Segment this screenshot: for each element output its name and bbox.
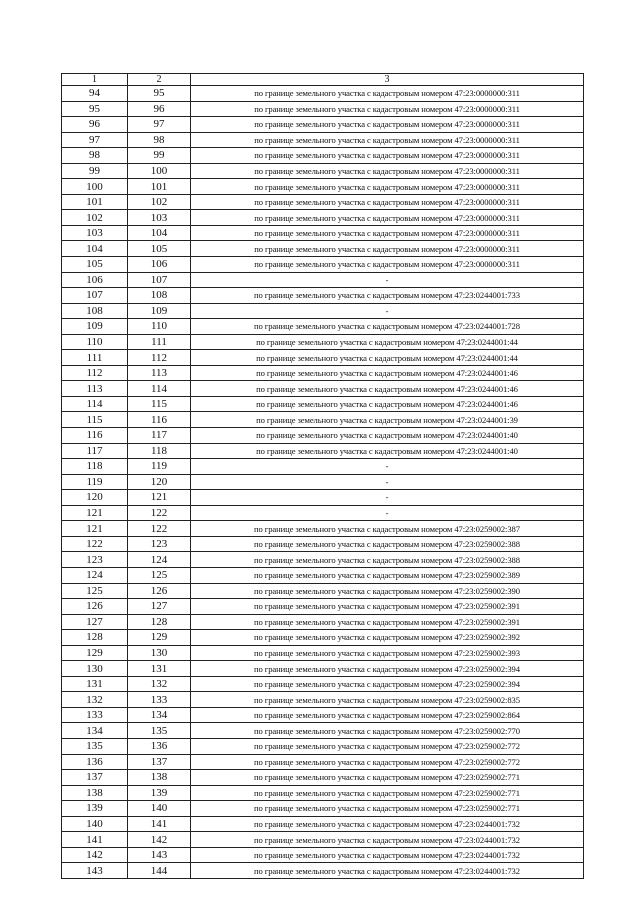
table-row xyxy=(62,630,584,646)
boundary-description-cell: - xyxy=(191,459,584,475)
boundary-description-cell: по границе земельного участка с кадастровым номером 47:23:0259002:391 xyxy=(191,614,584,630)
boundary-description-cell: по границе земельного участка с кадастровым номером 47:23:0000000:311 xyxy=(191,210,584,226)
boundary-description-cell: по границе земельного участка с кадастровым номером 47:23:0000000:311 xyxy=(191,194,584,210)
table-row xyxy=(62,863,584,879)
point-from-cell: 126 xyxy=(62,599,128,615)
boundary-description-cell: по границе земельного участка с кадастровым номером 47:23:0244001:46 xyxy=(191,396,584,412)
column-header-2: 2 xyxy=(128,74,191,86)
point-from-cell: 121 xyxy=(62,505,128,521)
point-to-cell: 114 xyxy=(128,381,191,397)
point-to-cell: 127 xyxy=(128,599,191,615)
boundary-description-cell: по границе земельного участка с кадастровым номером 47:23:0259002:394 xyxy=(191,676,584,692)
point-from-cell: 115 xyxy=(62,412,128,428)
table-row xyxy=(62,163,584,179)
table-row xyxy=(62,257,584,273)
point-from-cell: 132 xyxy=(62,692,128,708)
point-from-cell: 127 xyxy=(62,614,128,630)
boundary-description-cell: - xyxy=(191,303,584,319)
boundary-description-cell: по границе земельного участка с кадастровым номером 47:23:0259002:771 xyxy=(191,770,584,786)
boundary-description-cell: по границе земельного участка с кадастровым номером 47:23:0259002:392 xyxy=(191,630,584,646)
table-row xyxy=(62,303,584,319)
point-from-cell: 122 xyxy=(62,536,128,552)
point-to-cell: 129 xyxy=(128,630,191,646)
point-to-cell: 106 xyxy=(128,257,191,273)
point-to-cell: 141 xyxy=(128,816,191,832)
point-from-cell: 111 xyxy=(62,350,128,366)
boundary-description-cell: - xyxy=(191,490,584,506)
point-to-cell: 134 xyxy=(128,707,191,723)
point-from-cell: 101 xyxy=(62,194,128,210)
point-to-cell: 108 xyxy=(128,288,191,304)
point-to-cell: 99 xyxy=(128,148,191,164)
table-row xyxy=(62,583,584,599)
point-to-cell: 136 xyxy=(128,738,191,754)
point-from-cell: 125 xyxy=(62,583,128,599)
boundary-description-cell: по границе земельного участка с кадастровым номером 47:23:0244001:728 xyxy=(191,319,584,335)
boundary-description-cell: по границе земельного участка с кадастровым номером 47:23:0244001:46 xyxy=(191,381,584,397)
point-from-cell: 94 xyxy=(62,86,128,102)
table-row xyxy=(62,770,584,786)
point-from-cell: 102 xyxy=(62,210,128,226)
boundary-description-cell: по границе земельного участка с кадастровым номером 47:23:0244001:46 xyxy=(191,365,584,381)
table-row xyxy=(62,832,584,848)
boundary-description-cell: по границе земельного участка с кадастровым номером 47:23:0259002:771 xyxy=(191,785,584,801)
boundary-description-cell: по границе земельного участка с кадастровым номером 47:23:0244001:40 xyxy=(191,443,584,459)
boundary-description-cell: по границе земельного участка с кадастровым номером 47:23:0244001:733 xyxy=(191,288,584,304)
point-to-cell: 113 xyxy=(128,365,191,381)
point-to-cell: 122 xyxy=(128,521,191,537)
boundary-description-cell: по границе земельного участка с кадастровым номером 47:23:0244001:39 xyxy=(191,412,584,428)
point-to-cell: 109 xyxy=(128,303,191,319)
point-from-cell: 104 xyxy=(62,241,128,257)
point-to-cell: 142 xyxy=(128,832,191,848)
point-from-cell: 128 xyxy=(62,630,128,646)
table-row xyxy=(62,474,584,490)
boundary-table xyxy=(61,73,584,879)
point-to-cell: 140 xyxy=(128,801,191,817)
point-to-cell: 95 xyxy=(128,86,191,102)
table-row xyxy=(62,225,584,241)
point-to-cell: 100 xyxy=(128,163,191,179)
point-to-cell: 117 xyxy=(128,428,191,444)
point-from-cell: 107 xyxy=(62,288,128,304)
boundary-description-cell: по границе земельного участка с кадастровым номером 47:23:0244001:40 xyxy=(191,428,584,444)
column-header-3: 3 xyxy=(191,74,584,86)
point-from-cell: 103 xyxy=(62,225,128,241)
point-from-cell: 106 xyxy=(62,272,128,288)
table-row xyxy=(62,381,584,397)
table-row xyxy=(62,738,584,754)
point-from-cell: 143 xyxy=(62,863,128,879)
point-to-cell: 119 xyxy=(128,459,191,475)
boundary-description-cell: по границе земельного участка с кадастровым номером 47:23:0244001:732 xyxy=(191,847,584,863)
table-row xyxy=(62,707,584,723)
table-row xyxy=(62,521,584,537)
point-from-cell: 129 xyxy=(62,645,128,661)
boundary-description-cell: по границе земельного участка с кадастровым номером 47:23:0259002:393 xyxy=(191,645,584,661)
point-to-cell: 135 xyxy=(128,723,191,739)
table-row xyxy=(62,676,584,692)
table-row xyxy=(62,645,584,661)
boundary-description-cell: по границе земельного участка с кадастровым номером 47:23:0259002:391 xyxy=(191,599,584,615)
point-from-cell: 142 xyxy=(62,847,128,863)
point-to-cell: 128 xyxy=(128,614,191,630)
boundary-description-cell: по границе земельного участка с кадастровым номером 47:23:0000000:311 xyxy=(191,148,584,164)
point-to-cell: 118 xyxy=(128,443,191,459)
boundary-description-cell: по границе земельного участка с кадастровым номером 47:23:0000000:311 xyxy=(191,179,584,195)
point-to-cell: 132 xyxy=(128,676,191,692)
table-row xyxy=(62,365,584,381)
point-from-cell: 139 xyxy=(62,801,128,817)
boundary-description-cell: по границе земельного участка с кадастровым номером 47:23:0259002:389 xyxy=(191,567,584,583)
boundary-description-cell: по границе земельного участка с кадастровым номером 47:23:0259002:388 xyxy=(191,552,584,568)
point-from-cell: 141 xyxy=(62,832,128,848)
point-to-cell: 124 xyxy=(128,552,191,568)
boundary-description-cell: - xyxy=(191,272,584,288)
point-to-cell: 144 xyxy=(128,863,191,879)
table-row xyxy=(62,459,584,475)
boundary-description-cell: по границе земельного участка с кадастровым номером 47:23:0244001:732 xyxy=(191,816,584,832)
point-from-cell: 118 xyxy=(62,459,128,475)
point-from-cell: 113 xyxy=(62,381,128,397)
point-to-cell: 123 xyxy=(128,536,191,552)
boundary-description-cell: по границе земельного участка с кадастровым номером 47:23:0000000:311 xyxy=(191,257,584,273)
boundary-description-cell: по границе земельного участка с кадастровым номером 47:23:0259002:772 xyxy=(191,738,584,754)
point-to-cell: 96 xyxy=(128,101,191,117)
point-from-cell: 130 xyxy=(62,661,128,677)
point-to-cell: 103 xyxy=(128,210,191,226)
point-from-cell: 123 xyxy=(62,552,128,568)
point-from-cell: 108 xyxy=(62,303,128,319)
table-row xyxy=(62,148,584,164)
point-to-cell: 107 xyxy=(128,272,191,288)
point-to-cell: 143 xyxy=(128,847,191,863)
point-from-cell: 117 xyxy=(62,443,128,459)
point-from-cell: 138 xyxy=(62,785,128,801)
point-from-cell: 135 xyxy=(62,738,128,754)
boundary-description-cell: по границе земельного участка с кадастровым номером 47:23:0244001:732 xyxy=(191,832,584,848)
table-row xyxy=(62,505,584,521)
point-from-cell: 120 xyxy=(62,490,128,506)
boundary-description-cell: - xyxy=(191,505,584,521)
point-to-cell: 120 xyxy=(128,474,191,490)
boundary-description-cell: по границе земельного участка с кадастровым номером 47:23:0244001:44 xyxy=(191,334,584,350)
boundary-description-cell: по границе земельного участка с кадастровым номером 47:23:0000000:311 xyxy=(191,241,584,257)
point-to-cell: 112 xyxy=(128,350,191,366)
boundary-description-cell: по границе земельного участка с кадастровым номером 47:23:0259002:390 xyxy=(191,583,584,599)
point-from-cell: 140 xyxy=(62,816,128,832)
point-from-cell: 95 xyxy=(62,101,128,117)
point-to-cell: 115 xyxy=(128,396,191,412)
table-row xyxy=(62,396,584,412)
boundary-description-cell: по границе земельного участка с кадастровым номером 47:23:0000000:311 xyxy=(191,225,584,241)
table-row xyxy=(62,179,584,195)
boundary-description-cell: по границе земельного участка с кадастровым номером 47:23:0259002:394 xyxy=(191,661,584,677)
boundary-description-cell: по границе земельного участка с кадастровым номером 47:23:0244001:732 xyxy=(191,863,584,879)
point-from-cell: 99 xyxy=(62,163,128,179)
point-to-cell: 104 xyxy=(128,225,191,241)
point-from-cell: 131 xyxy=(62,676,128,692)
point-from-cell: 136 xyxy=(62,754,128,770)
boundary-description-cell: по границе земельного участка с кадастровым номером 47:23:0000000:311 xyxy=(191,117,584,133)
table-row xyxy=(62,194,584,210)
point-to-cell: 105 xyxy=(128,241,191,257)
point-to-cell: 121 xyxy=(128,490,191,506)
point-from-cell: 114 xyxy=(62,396,128,412)
table-row xyxy=(62,412,584,428)
table-row xyxy=(62,350,584,366)
table-row xyxy=(62,847,584,863)
point-to-cell: 126 xyxy=(128,583,191,599)
table-row xyxy=(62,785,584,801)
table-row xyxy=(62,754,584,770)
table-row xyxy=(62,86,584,102)
point-from-cell: 112 xyxy=(62,365,128,381)
table-row xyxy=(62,599,584,615)
table-header-row xyxy=(62,74,584,86)
table-row xyxy=(62,536,584,552)
point-to-cell: 133 xyxy=(128,692,191,708)
point-to-cell: 137 xyxy=(128,754,191,770)
table-row xyxy=(62,723,584,739)
point-to-cell: 102 xyxy=(128,194,191,210)
boundary-description-cell: по границе земельного участка с кадастровым номером 47:23:0259002:864 xyxy=(191,707,584,723)
point-from-cell: 109 xyxy=(62,319,128,335)
point-to-cell: 125 xyxy=(128,567,191,583)
column-header-1: 1 xyxy=(62,74,128,86)
table-row xyxy=(62,319,584,335)
point-from-cell: 98 xyxy=(62,148,128,164)
table-row xyxy=(62,490,584,506)
point-to-cell: 111 xyxy=(128,334,191,350)
point-from-cell: 97 xyxy=(62,132,128,148)
point-from-cell: 96 xyxy=(62,117,128,133)
boundary-description-cell: по границе земельного участка с кадастровым номером 47:23:0259002:770 xyxy=(191,723,584,739)
table-row xyxy=(62,614,584,630)
boundary-description-cell: по границе земельного участка с кадастровым номером 47:23:0000000:311 xyxy=(191,86,584,102)
point-from-cell: 110 xyxy=(62,334,128,350)
point-from-cell: 134 xyxy=(62,723,128,739)
point-to-cell: 130 xyxy=(128,645,191,661)
table-row xyxy=(62,692,584,708)
point-to-cell: 98 xyxy=(128,132,191,148)
boundary-description-cell: по границе земельного участка с кадастровым номером 47:23:0000000:311 xyxy=(191,101,584,117)
point-from-cell: 124 xyxy=(62,567,128,583)
point-from-cell: 105 xyxy=(62,257,128,273)
point-to-cell: 97 xyxy=(128,117,191,133)
boundary-description-cell: по границе земельного участка с кадастровым номером 47:23:0244001:44 xyxy=(191,350,584,366)
table-row xyxy=(62,288,584,304)
table-row xyxy=(62,661,584,677)
point-to-cell: 122 xyxy=(128,505,191,521)
boundary-description-cell: по границе земельного участка с кадастровым номером 47:23:0259002:771 xyxy=(191,801,584,817)
point-to-cell: 131 xyxy=(128,661,191,677)
table-row xyxy=(62,210,584,226)
table-row xyxy=(62,117,584,133)
table-row xyxy=(62,132,584,148)
boundary-description-cell: по границе земельного участка с кадастровым номером 47:23:0259002:772 xyxy=(191,754,584,770)
boundary-description-cell: - xyxy=(191,474,584,490)
point-to-cell: 138 xyxy=(128,770,191,786)
point-from-cell: 137 xyxy=(62,770,128,786)
point-from-cell: 116 xyxy=(62,428,128,444)
table-row xyxy=(62,567,584,583)
point-from-cell: 133 xyxy=(62,707,128,723)
boundary-description-cell: по границе земельного участка с кадастровым номером 47:23:0259002:387 xyxy=(191,521,584,537)
point-to-cell: 110 xyxy=(128,319,191,335)
table-row xyxy=(62,334,584,350)
table-row xyxy=(62,101,584,117)
boundary-description-cell: по границе земельного участка с кадастровым номером 47:23:0259002:388 xyxy=(191,536,584,552)
table-row xyxy=(62,552,584,568)
table-body xyxy=(62,86,584,879)
table-row xyxy=(62,272,584,288)
table-row xyxy=(62,816,584,832)
point-to-cell: 101 xyxy=(128,179,191,195)
boundary-description-cell: по границе земельного участка с кадастровым номером 47:23:0000000:311 xyxy=(191,132,584,148)
table-row xyxy=(62,428,584,444)
table-row xyxy=(62,443,584,459)
point-from-cell: 100 xyxy=(62,179,128,195)
table-row xyxy=(62,241,584,257)
boundary-description-cell: по границе земельного участка с кадастровым номером 47:23:0000000:311 xyxy=(191,163,584,179)
point-to-cell: 139 xyxy=(128,785,191,801)
point-from-cell: 121 xyxy=(62,521,128,537)
point-from-cell: 119 xyxy=(62,474,128,490)
table-row xyxy=(62,801,584,817)
boundary-description-cell: по границе земельного участка с кадастровым номером 47:23:0259002:835 xyxy=(191,692,584,708)
point-to-cell: 116 xyxy=(128,412,191,428)
